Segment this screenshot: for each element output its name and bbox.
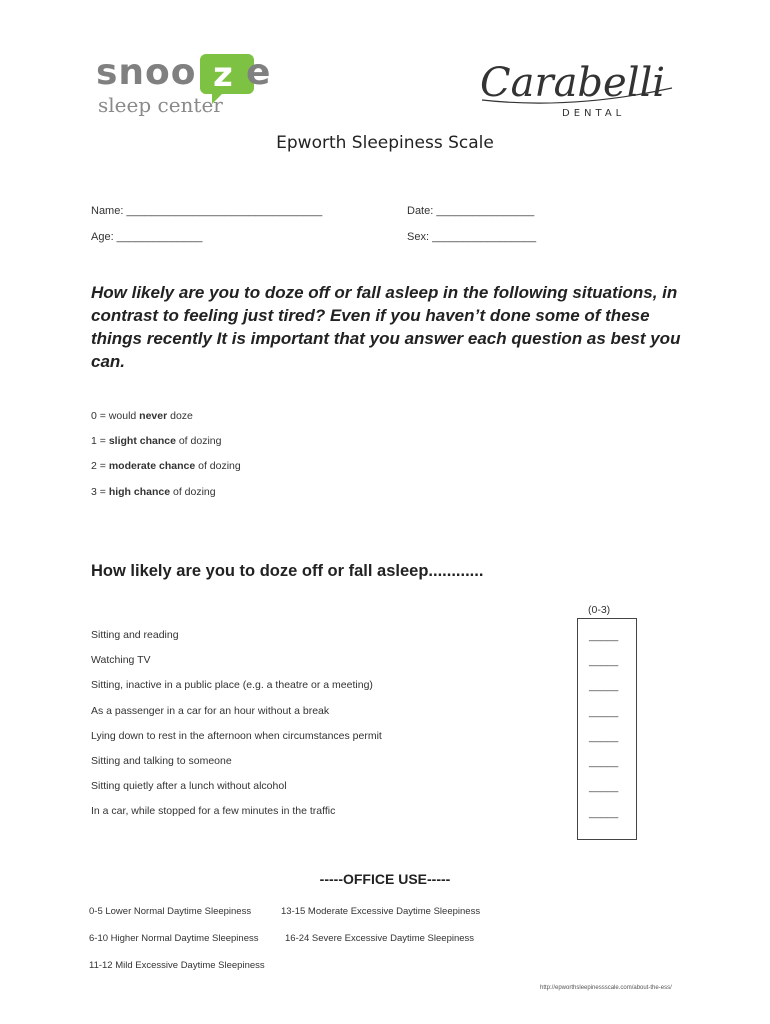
sex-field[interactable]: Sex: _________________ <box>407 231 537 243</box>
scale-item-1: 1 = slight chance of dozing <box>91 435 222 447</box>
situation-item: As a passenger in a car for an hour without a break <box>91 705 330 717</box>
age-field[interactable]: Age: ______________ <box>91 231 203 243</box>
answer-blank-4[interactable]: _____ <box>589 706 619 718</box>
score-range: 6-10 Higher Normal Daytime Sleepiness <box>89 933 259 944</box>
date-field[interactable]: Date: ________________ <box>407 205 535 217</box>
svg-text:e: e <box>246 52 271 93</box>
snooze-sleep-center-logo <box>96 50 286 120</box>
svg-text:Carabelli: Carabelli <box>480 60 666 106</box>
source-url[interactable]: http://epworthsleepinessscale.com/about-the-ess/ <box>540 985 672 991</box>
office-use-heading: -----OFFICE USE----- <box>319 871 451 887</box>
situation-item: Sitting and talking to someone <box>91 755 232 767</box>
answer-blank-8[interactable]: _____ <box>589 807 619 819</box>
name-field[interactable]: Name: ________________________________ <box>91 205 323 217</box>
score-range: 0-5 Lower Normal Daytime Sleepiness <box>89 906 252 917</box>
answer-blank-6[interactable]: _____ <box>589 756 619 768</box>
answer-blank-7[interactable]: _____ <box>589 781 619 793</box>
instructions-paragraph: How likely are you to doze off or fall asleep in the following situations, in contrast to feeling just tired? Even if you haven’t done some of these things recently It is important that you answer each question as best you can. <box>91 283 681 371</box>
scale-item-0: 0 = would never doze <box>91 410 193 422</box>
situation-item: Watching TV <box>91 654 151 666</box>
section-heading: How likely are you to doze off or fall asleep............ <box>91 562 484 580</box>
situation-item: Lying down to rest in the afternoon when circumstances permit <box>91 730 382 742</box>
situation-item: Sitting, inactive in a public place (e.g. a theatre or a meeting) <box>91 679 373 691</box>
score-range: 16-24 Severe Excessive Daytime Sleepiness <box>285 933 475 944</box>
answer-blank-2[interactable]: _____ <box>589 655 619 667</box>
svg-text:z: z <box>213 55 233 95</box>
situation-item: Sitting and reading <box>91 629 179 641</box>
page-title: Epworth Sleepiness Scale <box>276 133 494 153</box>
scale-item-2: 2 = moderate chance of dozing <box>91 460 241 472</box>
range-label: (0-3) <box>588 604 611 616</box>
score-range: 13-15 Moderate Excessive Daytime Sleepiness <box>281 906 481 917</box>
answer-blank-5[interactable]: _____ <box>589 731 619 743</box>
carabelli-dental-logo <box>470 52 680 124</box>
svg-text:snoo: snoo <box>96 52 197 93</box>
answer-blank-1[interactable]: _____ <box>589 630 619 642</box>
scale-item-3: 3 = high chance of dozing <box>91 486 216 498</box>
score-range: 11-12 Mild Excessive Daytime Sleepiness <box>89 960 265 971</box>
answer-blank-3[interactable]: _____ <box>589 680 619 692</box>
svg-text:DENTAL: DENTAL <box>562 108 626 119</box>
situation-item: In a car, while stopped for a few minutes in the traffic <box>91 805 336 817</box>
snooze-sub: sleep center <box>98 93 223 117</box>
situation-item: Sitting quietly after a lunch without alcohol <box>91 780 287 792</box>
